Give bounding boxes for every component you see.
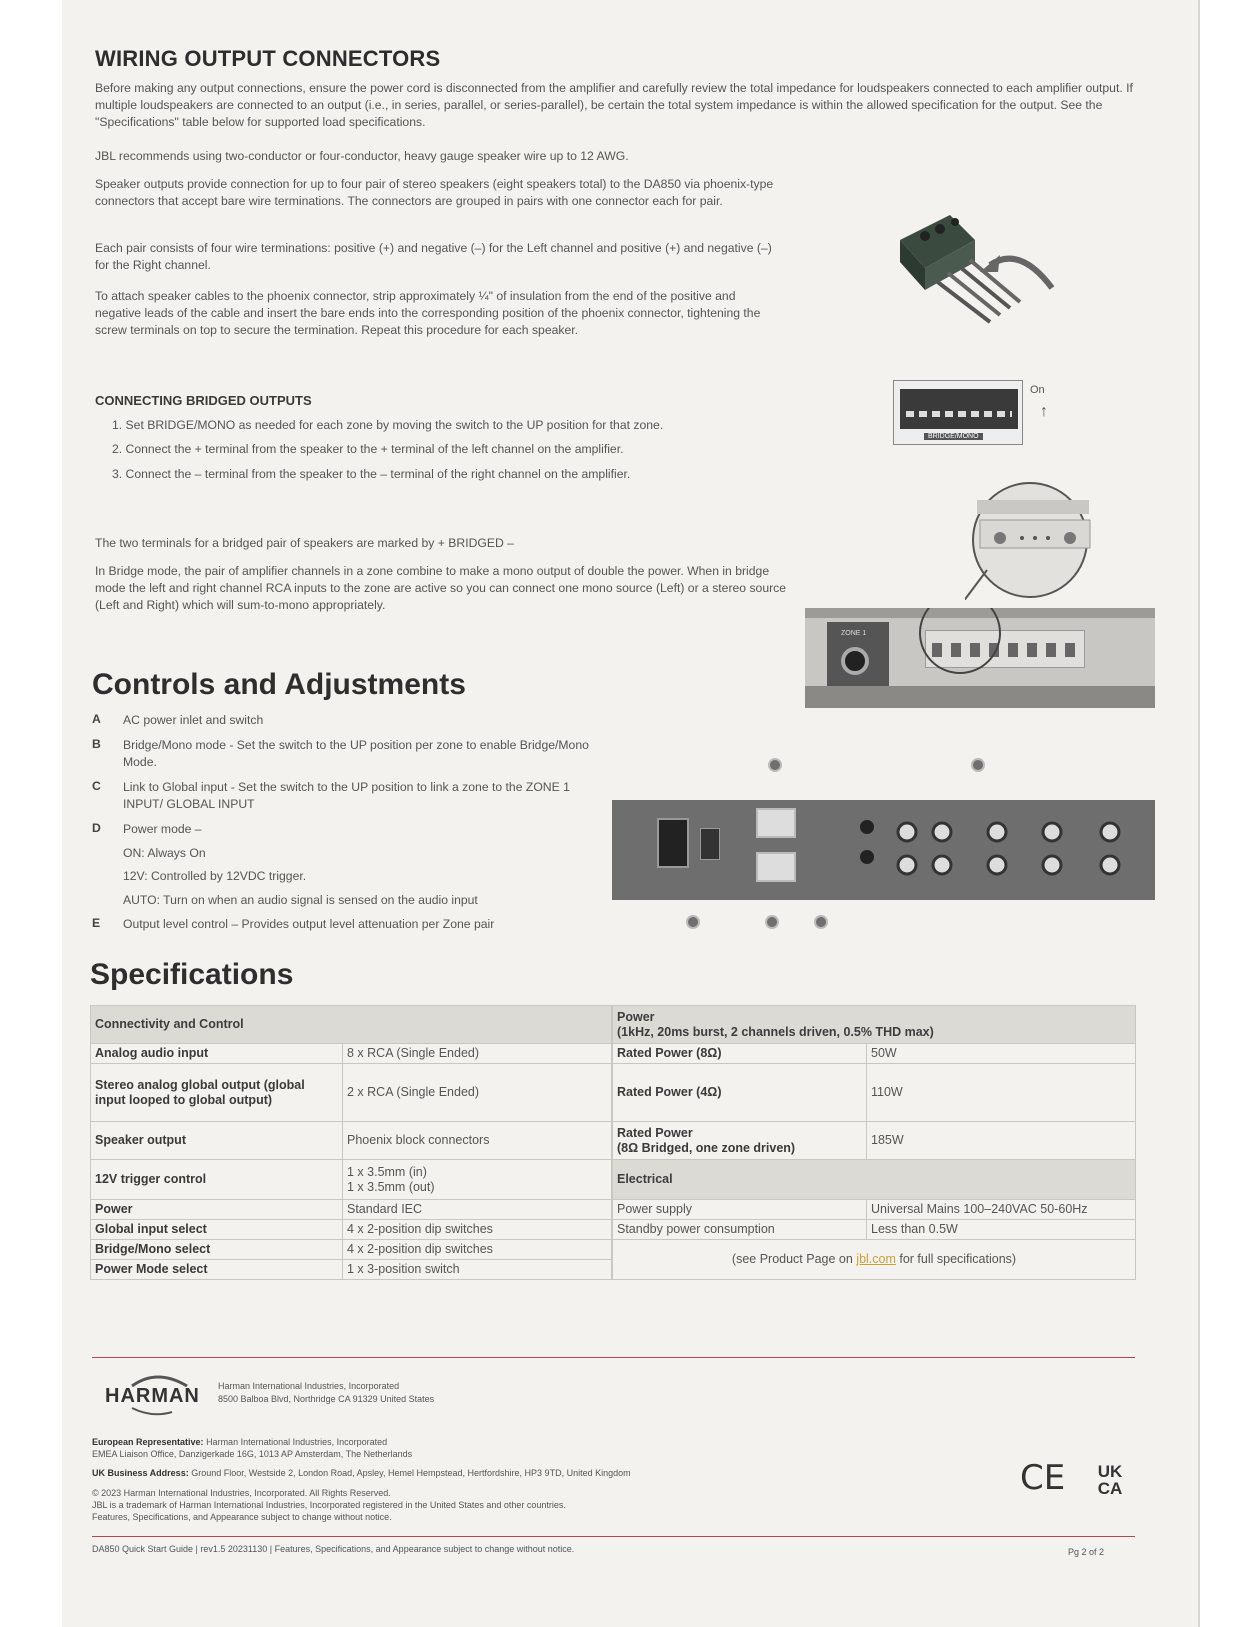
ukca-mark-icon xyxy=(1090,1463,1130,1497)
spec-value: 8 x RCA (Single Ended) xyxy=(343,1044,612,1064)
document-info: DA850 Quick Start Guide | rev1.5 20231130 | Features, Specifications, and Appearance subject to change without notice. xyxy=(92,1544,575,1554)
bridged-step-1: 1. Set BRIDGE/MONO as needed for each zone by moving the switch to the UP position for that zone. xyxy=(112,418,664,432)
spec-label: Stereo analog global output (global input looped to global output) xyxy=(91,1064,343,1122)
dip-switch-toggles xyxy=(906,411,1012,417)
wiring-paragraph-2: JBL recommends using two-conductor or four-conductor, heavy gauge speaker wire up to 12 AWG. xyxy=(95,149,629,163)
see-prefix: (see Product Page on xyxy=(731,1252,857,1266)
electrical-header-row xyxy=(613,1160,1136,1200)
ukca-bottom: CA xyxy=(1097,1479,1123,1498)
specs-left-table xyxy=(90,1005,612,1280)
dip-switch-bottom xyxy=(756,852,796,882)
table-row xyxy=(613,1044,1136,1064)
spec-label: Power Mode select xyxy=(91,1260,343,1280)
zone-label: ZONE 1 xyxy=(841,630,867,637)
footer-bottom-rule xyxy=(92,1536,1135,1537)
control-letter-a: A xyxy=(92,712,101,726)
phoenix-connector-image xyxy=(880,210,1060,325)
table-row xyxy=(91,1122,612,1160)
spec-label: Analog audio input xyxy=(91,1044,343,1064)
control-text-a: AC power inlet and switch xyxy=(123,713,264,727)
dip-switch-top xyxy=(756,808,796,838)
amp-rear-panel-image xyxy=(612,800,1155,900)
control-letter-d: D xyxy=(92,821,101,835)
uk-address xyxy=(92,1467,631,1479)
uk-label: UK Business Address: xyxy=(92,1468,189,1478)
spec-label: 12V trigger control xyxy=(91,1160,343,1200)
bridged-paragraph-1: The two terminals for a bridged pair of speakers are marked by + BRIDGED – xyxy=(95,536,514,550)
spec-value: 185W xyxy=(867,1122,1136,1160)
power-header-conditions: (1kHz, 20ms burst, 2 channels driven, 0.5% THD max) xyxy=(617,1024,934,1039)
spec-value: Universal Mains 100–240VAC 50-60Hz xyxy=(867,1200,1136,1220)
spec-label: Global input select xyxy=(91,1220,343,1240)
spec-label: Standby power consumption xyxy=(613,1220,867,1240)
bridged-heading: CONNECTING BRIDGED OUTPUTS xyxy=(95,393,312,408)
control-text-e: Output level control – Provides output level attenuation per Zone pair xyxy=(123,917,495,931)
specs-right-table xyxy=(612,1005,1136,1280)
spec-label: Power supply xyxy=(613,1200,867,1220)
table-row xyxy=(613,1122,1136,1160)
connectivity-header: Connectivity and Control xyxy=(91,1006,612,1044)
control-letter-b: B xyxy=(92,737,101,751)
harman-logo-text: HARMAN xyxy=(105,1385,200,1407)
table-row xyxy=(91,1044,612,1064)
amp-rear-zoom-image xyxy=(805,608,1155,708)
power-header xyxy=(613,1006,1136,1044)
spec-value: 50W xyxy=(867,1044,1136,1064)
specs-heading: Specifications xyxy=(90,958,294,991)
table-row xyxy=(91,1220,612,1240)
wiring-paragraph-3: Speaker outputs provide connection for up to four pair of stereo speakers (eight speakers total) to the DA850 via phoenix-type connectors that accept bare wire terminations. The connectors are grouped in pairs with one connector each for pair. xyxy=(95,177,774,208)
wiring-paragraph-5: To attach speaker cables to the phoenix connector, strip approximately ¼" of insulation from the end of the positive and negative leads of the cable and insert the bare ends into the corresponding position of the phoenix connector, tightening the screw terminals on top to secure the termination. Repeat this procedure for each speaker. xyxy=(95,289,761,337)
eu-line-2: EMEA Liaison Office, Danzigerkade 16G, 1013 AP Amsterdam, The Netherlands xyxy=(92,1449,413,1459)
callout-d-icon xyxy=(814,915,828,929)
spec-label: Power xyxy=(91,1200,343,1220)
wiring-heading: WIRING OUTPUT CONNECTORS xyxy=(95,46,441,71)
spec-value: 4 x 2-position dip switches xyxy=(343,1220,612,1240)
see-product-page xyxy=(613,1240,1136,1280)
controls-heading: Controls and Adjustments xyxy=(92,668,466,701)
switch-on-label: On xyxy=(1030,384,1045,396)
table-row xyxy=(613,1220,1136,1240)
panel-bottom xyxy=(805,686,1155,708)
callout-e-icon xyxy=(971,758,985,772)
dip-switch-image xyxy=(893,380,1023,445)
spec-value: 4 x 2-position dip switches xyxy=(343,1240,612,1260)
control-letter-e: E xyxy=(92,916,101,930)
control-text-b: Bridge/Mono mode - Set the switch to the UP position per zone to enable Bridge/Mono Mode. xyxy=(123,738,589,769)
callout-a-icon xyxy=(686,915,700,929)
spec-value: Standard IEC xyxy=(343,1200,612,1220)
uk-text: Ground Floor, Westside 2, London Road, Apsley, Hemel Hempstead, Hertfordshire, HP3 9TD, United Kingdom xyxy=(191,1468,631,1478)
bridged-step-2: 2. Connect the + terminal from the speaker to the + terminal of the left channel on the amplifier. xyxy=(112,442,624,456)
eu-representative xyxy=(92,1436,387,1448)
power-mode-on: ON: Always On xyxy=(123,846,206,860)
spec-value: 1 x 3.5mm (in) 1 x 3.5mm (out) xyxy=(343,1160,612,1200)
power-header-row xyxy=(613,1006,1136,1044)
power-header-title: Power xyxy=(617,1009,655,1024)
zoom-circle-image xyxy=(965,480,1095,600)
power-switch xyxy=(700,828,720,860)
table-row xyxy=(91,1200,612,1220)
wiring-paragraph-1: Before making any output connections, ensure the power cord is disconnected from the amplifier and carefully review the total impedance for loudspeakers connected to each amplifier output. If multiple loudspeakers are connected to an output (i.e., in series, parallel, or series-parallel), be certain the total system impedance is within the allowed specification for the output. See the "Specifications" table below for supported load specifications. xyxy=(95,81,1133,129)
table-row xyxy=(91,1160,612,1200)
callout-c-icon xyxy=(765,915,779,929)
spec-label: Rated Power (8Ω Bridged, one zone driven) xyxy=(613,1122,867,1160)
eu-label: European Representative: xyxy=(92,1437,204,1447)
up-arrow-icon: ↑ xyxy=(1040,403,1048,420)
electrical-header: Electrical xyxy=(613,1160,1136,1200)
spec-value: Less than 0.5W xyxy=(867,1220,1136,1240)
spec-label: Rated Power (4Ω) xyxy=(613,1064,867,1122)
power-mode-auto: AUTO: Turn on when an audio signal is sensed on the audio input xyxy=(123,893,478,907)
bridged-step-3: 3. Connect the – terminal from the speaker to the – terminal of the right channel on the amplifier. xyxy=(112,467,631,481)
control-letter-c: C xyxy=(92,779,101,793)
spec-label: Bridge/Mono select xyxy=(91,1240,343,1260)
ce-mark-icon: CE xyxy=(1020,1458,1066,1498)
ukca-top: UK xyxy=(1097,1462,1123,1481)
spec-value: Phoenix block connectors xyxy=(343,1122,612,1160)
table-row xyxy=(613,1064,1136,1122)
power-mode-12v: 12V: Controlled by 12VDC trigger. xyxy=(123,869,307,883)
see-suffix: for full specifications) xyxy=(895,1252,1017,1266)
spec-value: 110W xyxy=(867,1064,1136,1122)
control-text-d: Power mode – xyxy=(123,822,202,836)
bridge-mono-caption: BRIDGE/MONO xyxy=(924,433,983,440)
spec-value: 2 x RCA (Single Ended) xyxy=(343,1064,612,1122)
copyright-line-3: Features, Specifications, and Appearance subject to change without notice. xyxy=(92,1512,392,1522)
copyright-line-1: © 2023 Harman International Industries, Incorporated. All Rights Reserved. xyxy=(92,1488,391,1498)
specs-left-header-row xyxy=(91,1006,612,1044)
company-line-2: 8500 Balboa Blvd, Northridge CA 91329 United States xyxy=(218,1394,435,1404)
eu-text: Harman International Industries, Incorporated xyxy=(206,1437,388,1447)
footer-top-rule xyxy=(92,1357,1135,1358)
company-line-1: Harman International Industries, Incorporated xyxy=(218,1381,400,1391)
spec-value: 1 x 3-position switch xyxy=(343,1260,612,1280)
ac-inlet xyxy=(657,818,689,868)
level-knob-2 xyxy=(860,850,874,864)
spec-label: Rated Power (8Ω) xyxy=(613,1044,867,1064)
level-knob-1 xyxy=(860,820,874,834)
callout-b-icon xyxy=(768,758,782,772)
dip-switch-body xyxy=(900,389,1018,429)
copyright-line-2: JBL is a trademark of Harman International Industries, Incorporated registered in the United States and other countries. xyxy=(92,1500,566,1510)
jbl-link[interactable]: jbl.com xyxy=(856,1252,896,1266)
page-edge xyxy=(1198,0,1200,1627)
page-number: Pg 2 of 2 xyxy=(1068,1547,1105,1557)
table-row xyxy=(91,1260,612,1280)
table-row xyxy=(613,1200,1136,1220)
table-row xyxy=(91,1240,612,1260)
spec-label: Speaker output xyxy=(91,1122,343,1160)
table-row xyxy=(613,1240,1136,1280)
control-text-c: Link to Global input - Set the switch to the UP position to link a zone to the ZONE 1 INPUT/ GLOBAL INPUT xyxy=(123,780,570,811)
table-row xyxy=(91,1064,612,1122)
bridged-paragraph-2: In Bridge mode, the pair of amplifier channels in a zone combine to make a mono output of double the power. When in bridge mode the left and right channel RCA inputs to the zone are active so you can connect one mono source (Left) or a stereo source (Left and Right) which will sum-to-mono appropriately. xyxy=(95,564,787,612)
wiring-paragraph-4: Each pair consists of four wire terminations: positive (+) and negative (–) for the Left channel and positive (+) and negative (–) for the Right channel. xyxy=(95,241,772,272)
